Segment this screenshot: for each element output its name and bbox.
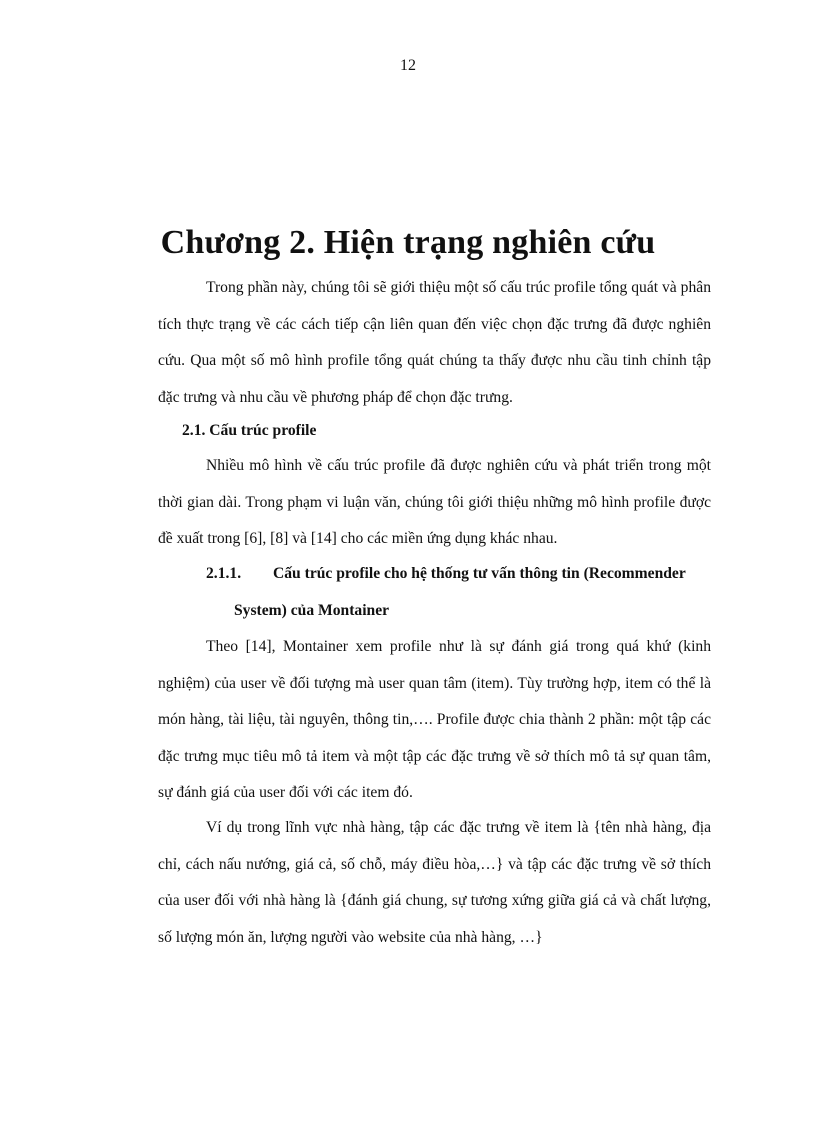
page-number: 12 (400, 57, 416, 74)
section-number: 2.1.1. (206, 565, 242, 582)
heading-line-1 (206, 556, 711, 593)
intro-paragraph: Trong phần này, chúng tôi sẽ giới thiệu một số cấu trúc profile tổng quát và phân tích thực trạng về các cách tiếp cận liên quan đến việc chọn đặc trưng đã được nghiên cứu. Qua một số mô hình profile tổng quát chúng ta thấy được nhu cầu tinh chỉnh tập đặc trưng và nhu cầu về phương pháp để chọn đặc trưng. (158, 279, 711, 406)
heading-line-2: System) của Montainer (234, 601, 390, 619)
section-heading-2-1: 2.1. Cấu trúc profile (182, 422, 317, 439)
section-heading-2-1-1 (206, 556, 711, 629)
heading-text-1: Cấu trúc profile cho hệ thống tư vấn thông tin (Recommender (273, 565, 686, 582)
section-2-1-1-paragraph-1: Theo [14], Montainer xem profile như là sự đánh giá trong quá khứ (kinh nghiệm) của user về đối tượng mà user quan tâm (item). Tùy trường hợp, item có thể là món hàng, tài liệu, tài nguyên, thông tin,…. Profile được chia thành 2 phần: một tập các đặc trưng mục tiêu mô tả item và một tập các đặc trưng về sở thích mô tả sự quan tâm, sự đánh giá của user đối với các item đó. (158, 638, 711, 801)
chapter-title: Chương 2. Hiện trạng nghiên cứu (160, 224, 656, 261)
section-2-1-paragraph: Nhiều mô hình về cấu trúc profile đã được nghiên cứu và phát triển trong một thời gian dài. Trong phạm vi luận văn, chúng tôi giới thiệu những mô hình profile được đề xuất trong [6], [8] và [14] cho các miền ứng dụng khác nhau. (158, 457, 711, 547)
section-2-1-1-paragraph-2: Ví dụ trong lĩnh vực nhà hàng, tập các đặc trưng về item là {tên nhà hàng, địa chỉ, cách nấu nướng, giá cả, số chỗ, máy điều hòa,…} và tập các đặc trưng về sở thích của user đối với nhà hàng là {đánh giá chung, sự tương xứng giữa giá cả và chất lượng, số lượng món ăn, lượng người vào website của nhà hàng, …} (158, 819, 711, 946)
